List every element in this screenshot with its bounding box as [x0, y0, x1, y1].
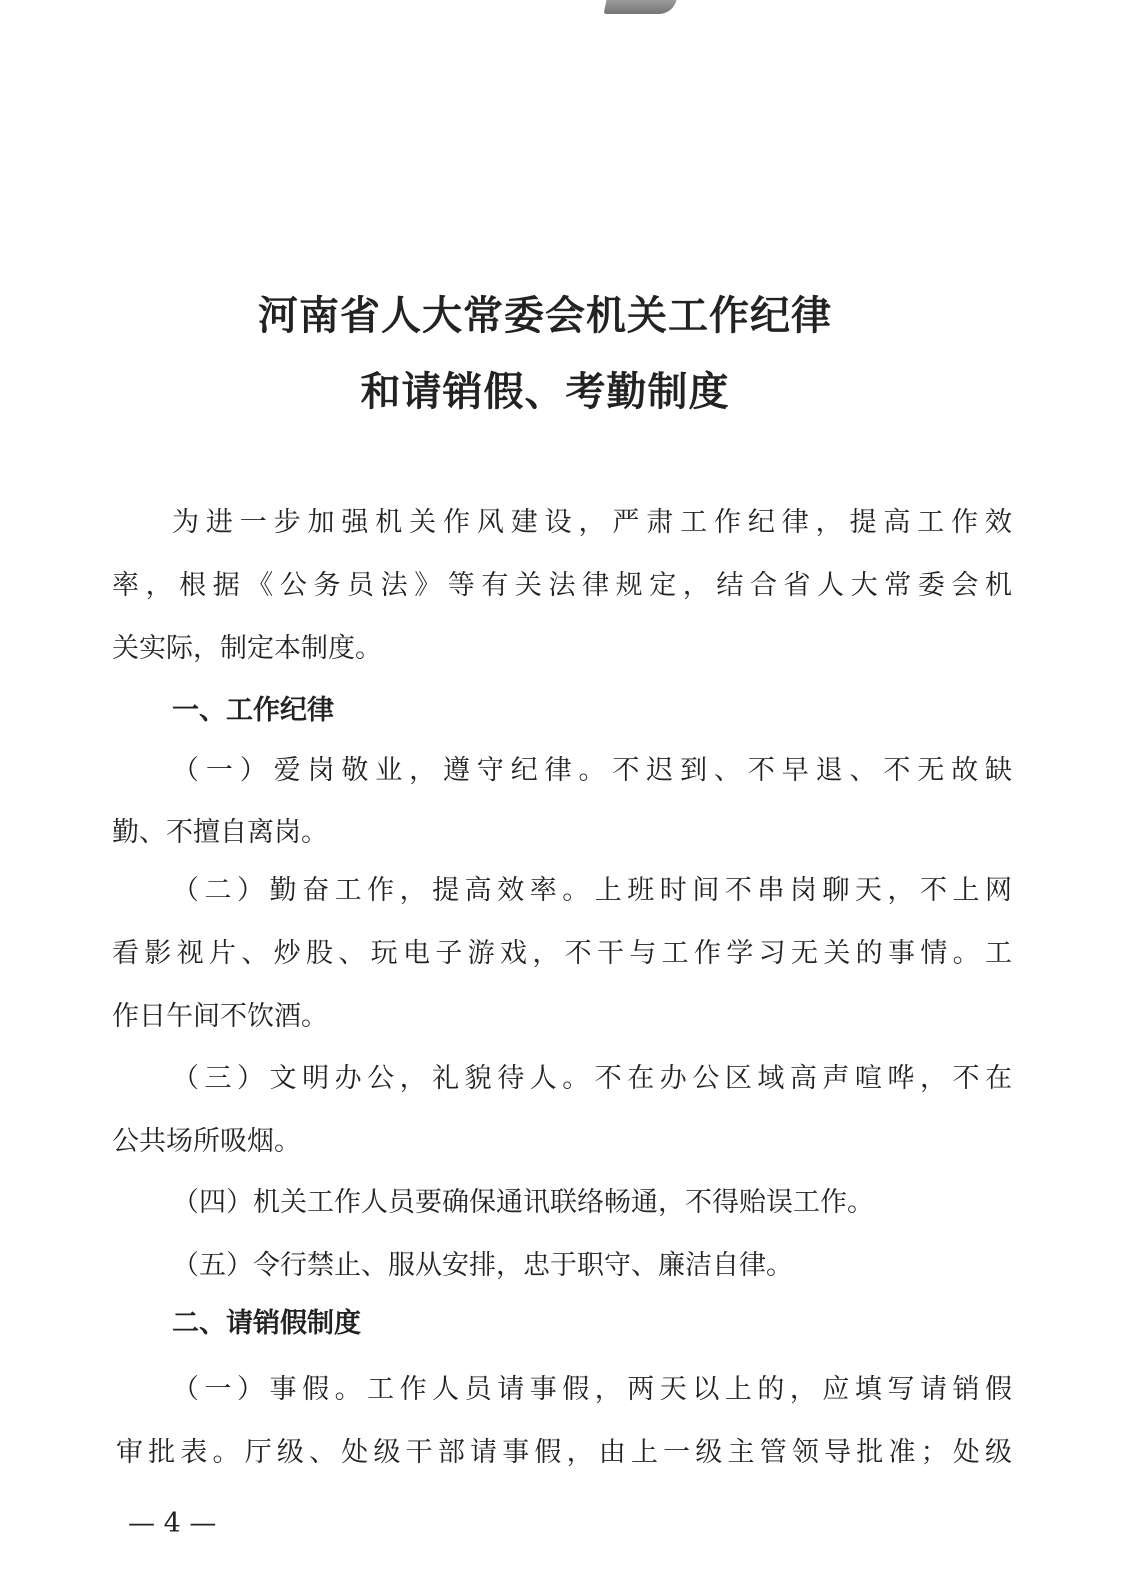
document-title-line-2: 和请销假、考勤制度	[360, 368, 730, 415]
paragraph-line: 勤、不擅自离岗。	[112, 817, 328, 848]
paragraph-line: 看影视片、炒股、玩电子游戏，不干与工作学习无关的事情。工	[112, 938, 1012, 969]
paragraph-line: （一）事假。工作人员请事假，两天以上的，应填写请销假	[172, 1374, 1012, 1405]
paragraph-line: 为进一步加强机关作风建设，严肃工作纪律，提高工作效	[172, 507, 1012, 538]
paragraph-line: （一）爱岗敬业，遵守纪律。不迟到、不早退、不无故缺	[172, 755, 1012, 786]
paragraph-line: 作日午间不饮酒。	[112, 1001, 328, 1032]
paragraph-line: 公共场所吸烟。	[112, 1126, 301, 1157]
section-heading: 一、工作纪律	[172, 695, 334, 726]
section-heading: 二、请销假制度	[172, 1308, 361, 1339]
paragraph-line: （四）机关工作人员要确保通讯联络畅通，不得贻误工作。	[172, 1187, 874, 1218]
document-title-line-1: 河南省人大常委会机关工作纪律	[258, 292, 832, 339]
paragraph-line: （三）文明办公，礼貌待人。不在办公区域高声喧哗，不在	[172, 1063, 1012, 1094]
paragraph-line: 审批表。厅级、处级干部请事假，由上一级主管领导批准；处级	[116, 1437, 1012, 1468]
paragraph-line: 关实际，制定本制度。	[112, 633, 382, 664]
page-number: — 4 —	[128, 1508, 217, 1539]
paragraph-line: （二）勤奋工作，提高效率。上班时间不串岗聊天，不上网	[172, 875, 1012, 906]
paragraph-line: （五）令行禁止、服从安排，忠于职守、廉洁自律。	[172, 1250, 793, 1281]
scan-artifact	[604, 0, 677, 14]
paragraph-line: 率，根据《公务员法》等有关法律规定，结合省人大常委会机	[112, 570, 1012, 601]
